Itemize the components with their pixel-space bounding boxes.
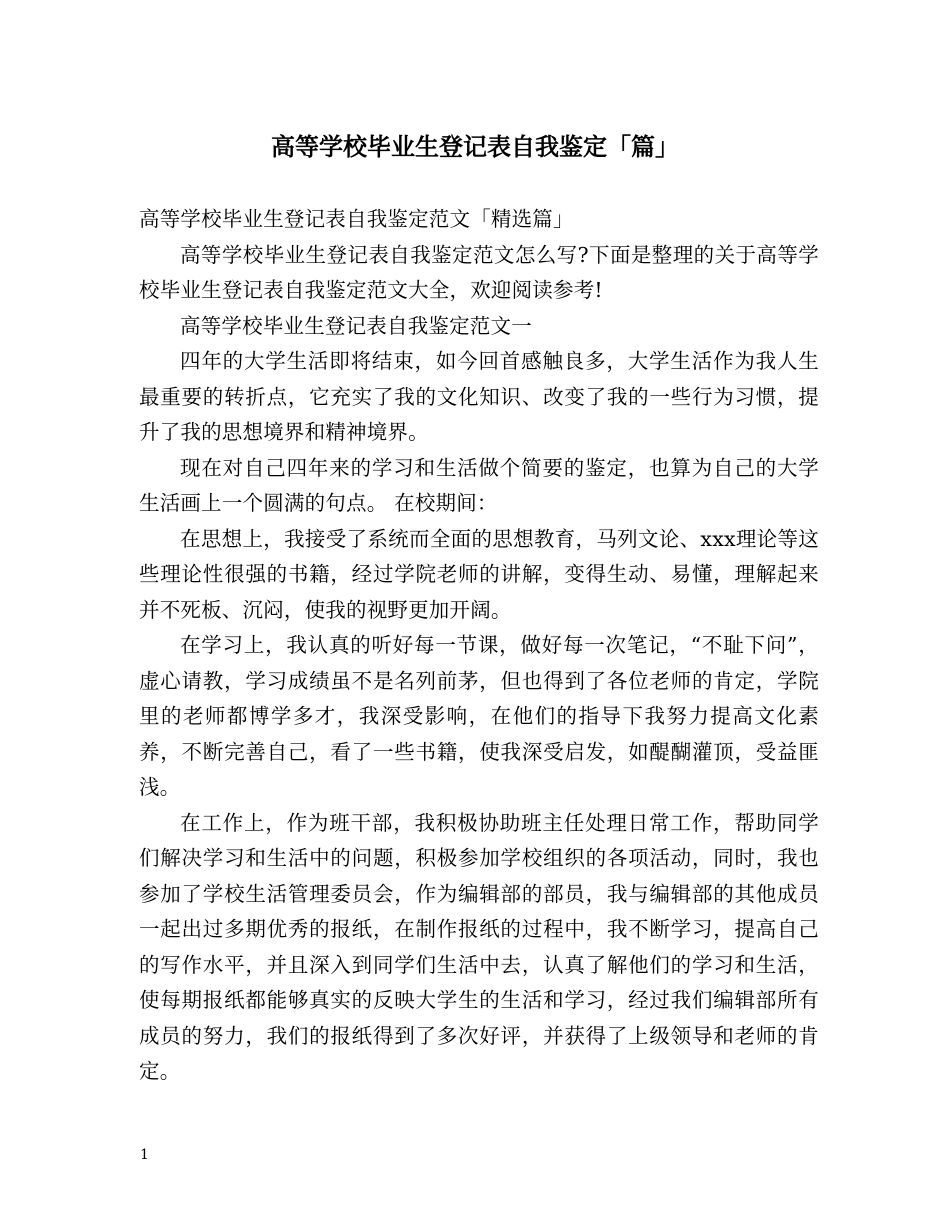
paragraph-intro: 高等学校毕业生登记表自我鉴定范文怎么写?下面是整理的关于高等学校毕业生登记表自我鉴定范文大全，欢迎阅读参考! xyxy=(139,242,819,302)
paragraph-work: 在工作上，作为班干部，我积极协助班主任处理日常工作，帮助同学们解决学习和生活中的问题，积极参加学校组织的各项活动，同时，我也参加了学校生活管理委员会，作为编辑部的部员，我与编辑部的其他成员一起出过多期优秀的报纸，在制作报纸的过程中，我不断学习，提高自己的写作水平，并且深入到同学们生活中去，认真了解他们的学习和生活，使每期报纸都能够真实的反映大学生的生活和学习，经过我们编辑部所有成员的努力，我们的报纸得到了多次好评，并获得了上级领导和老师的肯定。 xyxy=(139,810,819,1083)
page-number: 1 xyxy=(140,1147,149,1163)
document-title: 高等学校毕业生登记表自我鉴定「篇」 xyxy=(271,132,679,161)
paragraph-summary: 四年的大学生活即将结束，如今回首感触良多，大学生活作为我人生最重要的转折点，它充实了我的文化知识、改变了我的一些行为习惯，提升了我的思想境界和精神境界。 xyxy=(139,349,819,444)
paragraph-subtitle: 高等学校毕业生登记表自我鉴定范文「精选篇」 xyxy=(139,207,574,231)
paragraph-thought: 在思想上，我接受了系统而全面的思想教育，马列文论、xxx理论等这些理论性很强的书籍，经过学院老师的讲解，变得生动、易懂，理解起来并不死板、沉闷，使我的视野更加开阔。 xyxy=(139,526,819,622)
paragraph-review: 现在对自己四年来的学习和生活做个简要的鉴定，也算为自己的大学生活画上一个圆满的句点。 在校期间： xyxy=(139,455,819,515)
document-body xyxy=(139,202,819,1090)
paragraph-study: 在学习上，我认真的听好每一节课，做好每一次笔记，“不耻下问”，虚心请教，学习成绩虽不是名列前茅，但也得到了各位老师的肯定，学院里的老师都博学多才，我深受影响，在他们的指导下我努力提高文化素养，不断完善自己，看了一些书籍，使我深受启发，如醍醐灌顶，受益匪浅。 xyxy=(139,633,819,799)
paragraph-sample-heading: 高等学校毕业生登记表自我鉴定范文一 xyxy=(180,313,532,338)
